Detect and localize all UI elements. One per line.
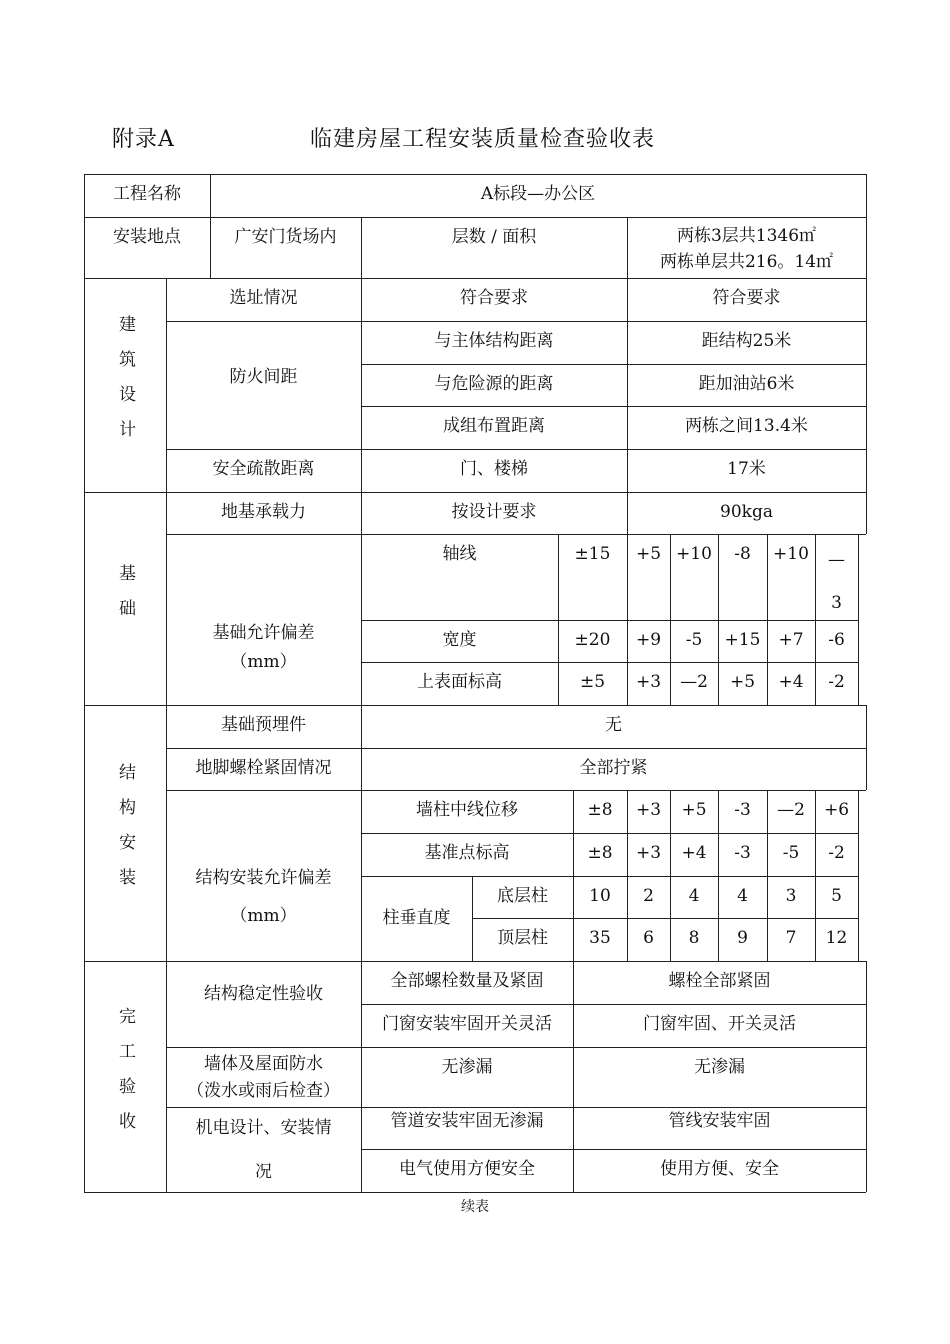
table-rule [166,748,361,749]
site-result: 符合要求 [712,288,781,308]
table-rule [670,790,671,961]
fire-result-2: 距加油站6米 [698,374,795,394]
table-rule [84,217,866,218]
mep-label [166,1107,361,1192]
structure-tolerance-title: 结构安装允许偏差 [195,868,332,889]
table-rule [627,217,628,278]
mep-item-2: 电气使用方便安全 [399,1159,535,1179]
vertical-row-value: 5 [831,886,842,906]
table-rule [84,174,85,1192]
vertical-row-item: 顶层柱 [497,928,548,948]
table-rule [166,321,866,322]
section-foundation: 基础 [115,563,136,634]
structure-row-value: +6 [823,800,850,820]
table-rule [767,534,768,705]
foundation-row-value: +5 [635,544,662,564]
site-label: 选址情况 [229,288,298,308]
page-title: 临建房屋工程安装质量检查验收表 [310,127,656,152]
structure-row-tol: ±8 [587,800,613,820]
table-rule [866,705,867,790]
section-completion: 完工验收 [115,1006,136,1147]
table-rule [361,364,866,365]
structure-row-value: -2 [828,843,845,863]
table-rule [361,876,858,877]
fire-item-2: 与危险源的距离 [434,374,554,394]
structure-row-value: +4 [681,843,707,863]
section-architecture: 建筑设计 [115,315,136,455]
vertical-row-tol: 10 [589,886,611,906]
stability-result-1: 螺栓全部紧固 [668,971,771,991]
section-structure: 结构安装 [115,763,136,903]
waterproof-label [166,1047,361,1107]
table-rule [573,790,574,961]
table-rule [84,278,866,279]
project-name-label: 工程名称 [113,184,181,204]
evac-label: 安全疏散距离 [212,459,315,479]
structure-tolerance-unit: （mm） [230,905,297,926]
vertical-row-value: 9 [737,928,748,948]
vertical-row-value: 6 [643,928,654,948]
mep-result-1: 管线安装牢固 [668,1111,771,1131]
mep-result-2: 使用方便、安全 [660,1159,779,1179]
foundation-row-item: 上表面标高 [417,672,502,692]
stability-result-2: 门窗牢固、开关灵活 [643,1014,796,1034]
site-requirement: 符合要求 [460,288,528,308]
table-rule [361,748,866,749]
table-rule [166,534,866,535]
table-rule [210,174,211,278]
fire-item-1: 与主体结构距离 [434,331,554,351]
vertical-row-value: 8 [688,928,700,948]
foundation-row-item: 宽度 [442,630,477,650]
table-rule [361,278,362,1192]
location-label: 安装地点 [113,227,181,247]
foundation-row-tol: ±20 [574,630,611,650]
vertical-row-value: 2 [643,886,654,906]
foundation-row-value: +9 [635,630,662,650]
foundation-row-tol: ±5 [579,672,606,692]
structure-tolerance-label [166,790,361,961]
foundation-row-value: +3 [635,672,662,692]
table-rule [166,1107,866,1108]
structure-row-item: 墙柱中线位移 [416,800,518,820]
table-rule [84,961,866,962]
foundation-row-value: -6 [828,630,845,650]
stability-label: 结构稳定性验收 [204,984,323,1004]
embed-value: 无 [605,715,622,735]
waterproof-label-line-2: （泼水或雨后检查） [187,1081,340,1101]
vertical-row-value: 3 [785,886,797,906]
structure-row-value: —2 [777,800,805,820]
table-rule [361,1149,866,1150]
table-rule [472,876,473,961]
foundation-tolerance-unit: （mm） [230,651,297,672]
embed-label: 基础预埋件 [221,715,306,735]
vertical-row-item: 底层柱 [497,886,548,906]
waterproof-item: 无渗漏 [441,1057,493,1077]
waterproof-result: 无渗漏 [694,1057,745,1077]
foundation-row-value: +15 [724,630,761,650]
foundation-row-value: +10 [676,544,712,564]
table-rule [858,534,859,705]
mep-item-1: 管道安装牢固无渗漏 [390,1111,544,1131]
table-rule [718,534,719,705]
stability-item-2: 门窗安装牢固开关灵活 [382,1014,552,1034]
structure-row-value: -3 [734,800,751,820]
table-rule [84,705,866,706]
fire-result-1: 距结构25米 [701,331,792,351]
evac-result: 17米 [727,459,766,479]
table-rule [815,534,816,705]
table-rule [627,534,628,705]
table-rule [361,662,858,663]
table-rule [361,1004,866,1005]
table-rule [166,278,167,1192]
structure-row-value: +3 [635,800,662,820]
waterproof-label-line-1: 墙体及屋面防水 [204,1053,323,1074]
location-value: 广安门货场内 [234,227,337,247]
bearing-requirement: 按设计要求 [451,502,537,522]
floors-line-1: 两栋3层共1346㎡ [676,225,817,246]
anchor-value: 全部拧紧 [579,758,648,778]
foundation-axis-num: 3 [831,592,842,613]
foundation-row-value: +4 [778,672,804,692]
foundation-row-value: +10 [773,544,809,564]
foundation-row-value: -5 [685,630,703,650]
vertical-row-value: 7 [785,928,797,948]
mep-label-line-1: 机电设计、安装情 [195,1118,332,1139]
floors-label: 层数 / 面积 [451,227,537,247]
table-rule [866,961,867,1192]
table-rule [361,217,362,278]
foundation-row-value: -2 [828,672,845,692]
anchor-label: 地脚螺栓紧固情况 [195,758,332,778]
foundation-row-tol: ±15 [574,544,611,564]
vertical-label: 柱垂直度 [382,908,451,929]
fire-distance-label: 防火间距 [229,367,298,387]
foundation-row-value [815,534,858,620]
bearing-result: 90kga [720,502,773,522]
structure-row-value: +3 [635,843,662,863]
table-rule [573,961,574,1192]
fire-item-3: 成组布置距离 [443,416,545,436]
foundation-row-item: 轴线 [442,544,477,564]
table-rule [84,492,866,493]
structure-row-tol: ±8 [587,843,613,863]
structure-row-value: +5 [681,800,707,820]
bearing-label: 地基承载力 [221,502,306,522]
structure-row-value: -3 [734,843,751,863]
table-rule [361,406,866,407]
floors-line-2: 两栋单层共216。14㎡ [659,252,834,272]
fire-result-3: 两栋之间13.4米 [685,416,808,436]
table-rule [718,790,719,961]
table-rule [558,534,559,705]
structure-row-item: 基准点标高 [424,843,510,863]
table-rule [767,790,768,961]
foundation-row-value: -8 [734,544,751,564]
foundation-tolerance-title: 基础允许偏差 [212,622,315,643]
table-rule [627,278,628,534]
table-rule [166,449,866,450]
table-rule [84,1192,866,1193]
foundation-row-value: +5 [729,672,756,692]
table-rule [166,790,866,791]
table-rule [84,174,866,175]
floors-value [627,217,866,278]
table-rule [627,790,628,961]
foundation-row-value: —2 [680,672,708,692]
table-rule [166,1047,866,1048]
structure-row-value: -5 [782,843,800,863]
vertical-row-value: 12 [825,928,848,948]
foundation-tolerance-label [166,534,361,705]
evac-item: 门、楼梯 [460,459,528,479]
project-name-value: A标段—办公区 [480,184,596,204]
table-rule [472,918,858,919]
table-rule [858,790,859,961]
table-rule [361,620,858,621]
stability-item-1: 全部螺栓数量及紧固 [390,971,544,991]
table-rule [866,174,867,534]
table-rule [670,534,671,705]
vertical-row-value: 4 [688,886,700,906]
page-footer-note: 续表 [461,1199,489,1215]
mep-label-line-2: 况 [255,1161,272,1182]
foundation-axis-dash: — [828,550,845,570]
vertical-row-tol: 35 [589,928,611,948]
table-rule [361,833,858,834]
table-rule [815,790,816,961]
foundation-row-value: +7 [778,630,804,650]
vertical-row-value: 4 [737,886,748,906]
appendix-label: 附录A [112,127,175,152]
